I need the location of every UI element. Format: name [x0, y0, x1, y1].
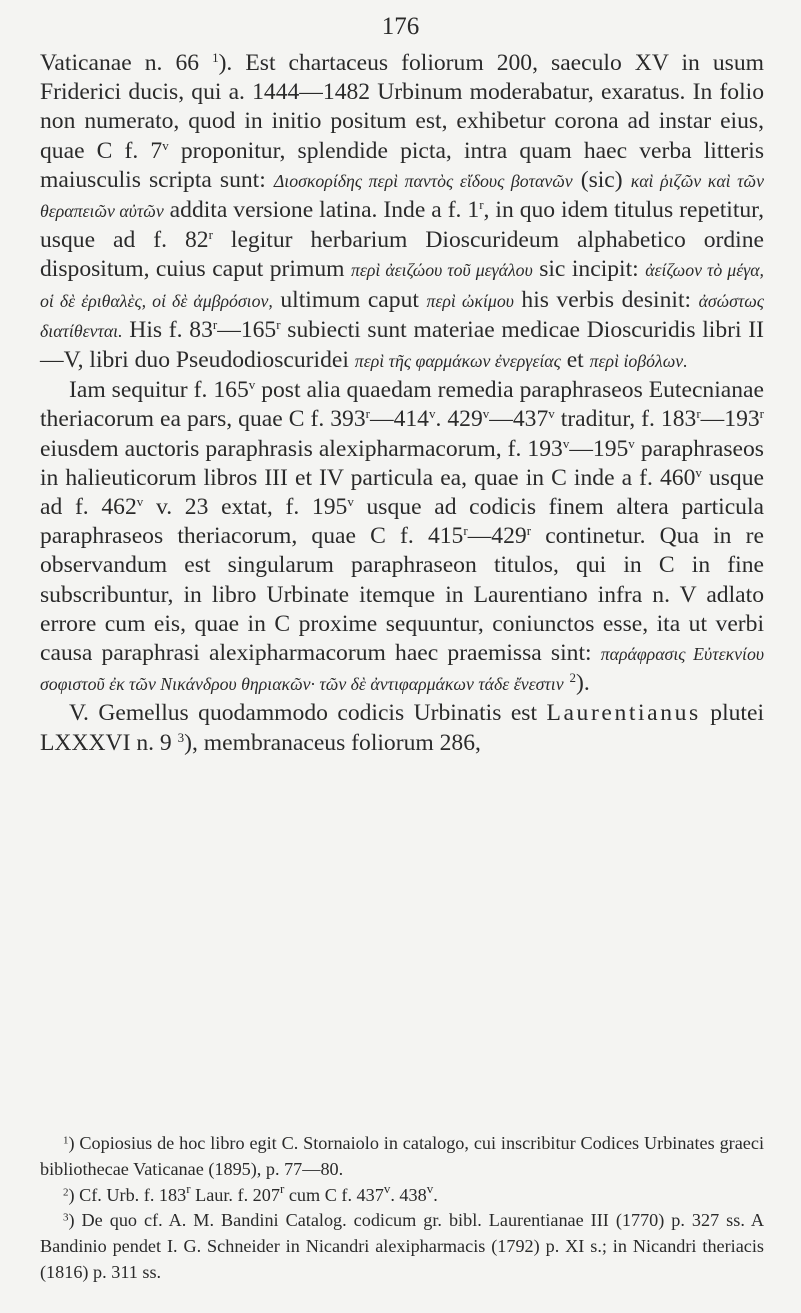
footnote-mark: 2: [63, 1186, 69, 1199]
footnote-mark: 3: [63, 1211, 69, 1224]
footnote-text: cum C f. 437: [284, 1184, 384, 1205]
text-run: V. Gemellus quodammodo codicis Urbinatis est: [69, 700, 547, 727]
text-run: v. 23 extat, f. 195: [143, 494, 348, 521]
footnote-mark: 1: [63, 1134, 69, 1147]
text-run: Vaticanae n. 66: [40, 50, 200, 76]
page-number: 176: [381, 13, 420, 40]
folio-side: v: [428, 406, 436, 422]
footnote-text: . 438: [390, 1184, 427, 1205]
folio-side: v: [347, 494, 354, 510]
footnote-text: .: [433, 1184, 438, 1205]
footnote-ref: 3: [177, 729, 185, 745]
text-run: , in quo idem titulus repetitur, usque ad f. 82: [40, 197, 764, 254]
folio-side: v: [548, 406, 555, 422]
footnote-text: ) De quo cf. A. M. Bandini Catalog. codicum gr. bibl. Laurentianae III (1770) p. 327 ss. A Bandinio pendet I. G. Schneider in Nicandri alexipharmacis (1792) p. XI s.; in Nicandri theriacis (1816) p. 311 ss.: [40, 1210, 764, 1282]
text-run: proponitur, splendide picta, intra quam haec verba litteris maiusculis scripta sunt:: [40, 137, 765, 193]
footnote-3: [40, 1208, 764, 1285]
text-run: traditur, f. 183: [554, 406, 697, 433]
folio-side: r: [208, 227, 213, 243]
text-run: ).: [576, 670, 590, 697]
text-run: plutei LXXXVI n. 9: [40, 700, 764, 756]
text-run: (sic): [572, 166, 631, 193]
folio-side: v: [482, 406, 490, 422]
folio-side: v: [628, 435, 635, 451]
text-run: . 429: [435, 406, 483, 433]
text-run: eiusdem auctoris paraphrasis alexipharmacorum, f. 193: [40, 435, 563, 462]
folio-side: r: [759, 406, 764, 422]
text-run: —165: [217, 316, 277, 343]
greek-text: καὶ ῥιζῶν καὶ τῶν θεραπειῶν αὐτῶν: [40, 170, 764, 222]
footnote-text: Laur. f. 207: [190, 1184, 280, 1205]
text-run: usque ad codicis finem altera particula paraphraseos theriacorum, quae C f. 415: [40, 494, 764, 550]
text-run: et: [560, 347, 590, 374]
greek-text: ἀείζωον τὸ μέγα, οἱ δὲ ἐριθαλὲς, οἱ δὲ ἀμβρόσιον,: [40, 260, 764, 311]
folio-side: r: [276, 317, 281, 333]
text-run: His f. 83: [122, 316, 213, 343]
text-run: —195: [569, 435, 629, 462]
greek-text: παράφρασις Εὐτεκνίου σοφιστοῦ ἐκ τῶν Νικάνδρου θηριακῶν· τῶν δὲ ἀντιφαρμάκων τάδε ἔνεστιν: [40, 644, 764, 695]
text-run: —193: [700, 406, 760, 433]
folio-side: r: [186, 1180, 191, 1196]
text-run: sic incipit:: [532, 256, 646, 283]
footnote-text: ) Copiosius de hoc libro egit C. Stornaiolo in catalogo, cui inscribitur Codices Urbinates graeci bibliothecae Vaticanae (1895), p. 77—80.: [40, 1133, 764, 1179]
folio-side: r: [279, 1180, 285, 1196]
text-run: addita versione latina. Inde a f. 1: [163, 197, 480, 224]
text-run: post alia quaedam remedia paraphraseos Eutecnianae theriacorum ea pars, quae C f. 393: [40, 377, 764, 433]
spaced-text: Laurentianus: [546, 700, 701, 727]
folio-side: r: [696, 406, 701, 422]
text-run: ). Est chartaceus foliorum 200, saeculo XV in usum Friderici ducis, qui a. 1444—1482 Urbinum moderabatur, exaratus. In folio non numerato, quod in initio positum est, exhibetur corona ad instar eius, quae C f. 7: [40, 50, 764, 164]
text-run: —414: [369, 406, 429, 433]
text-run: —437: [489, 406, 549, 433]
footnote-1: [40, 1131, 764, 1183]
text-run: his verbis desinit:: [513, 286, 699, 313]
text-run: ultimum caput: [272, 286, 427, 313]
folio-side: r: [479, 197, 484, 213]
folio-side: v: [248, 377, 256, 393]
folio-side: v: [562, 435, 570, 451]
footnote-2: [40, 1180, 764, 1209]
text-run: ), membranaceus foliorum 286,: [184, 729, 481, 756]
footnote-ref: 1: [212, 50, 219, 66]
paragraph-3: [40, 699, 764, 757]
text-run: continetur. Qua in re observandum est singularum paraphraseon titulos, qui in C in fine subscribuntur, in libro Urbinate itemque in Laurentiano infra n. V adlato errore cum eis, quae in C proxime sequuntur, coniunctos esse, ita ut verbi causa paraphrasi alexipharmacorum haec praemissa sint:: [40, 523, 764, 667]
greek-text: περὶ ὠκίμου: [426, 290, 514, 311]
footnote-text: ) Cf. Urb. f. 183: [68, 1184, 187, 1205]
folio-side: v: [136, 494, 144, 510]
folio-side: r: [526, 523, 532, 539]
folio-side: v: [162, 137, 169, 153]
folio-side: v: [383, 1180, 391, 1196]
text-run: subiecti sunt materiae medicae Dioscuridis libri II—V, libri duo Pseudodioscuridei: [40, 316, 765, 374]
text-run: paraphraseos in halieuticorum libros III et IV particula ea, quae in C inde a f. 460: [40, 435, 764, 491]
text-run: legitur herbarium Dioscurideum alphabetico ordine dispositum, cuius caput primum: [40, 227, 764, 283]
folio-side: v: [426, 1180, 434, 1196]
footnote-ref: 2: [569, 670, 576, 686]
greek-text: Διοσκορίδης περὶ παντὸς εἴδους βοτανῶν: [273, 170, 573, 191]
main-text: [40, 49, 764, 758]
paragraph-1: [40, 49, 764, 376]
footnotes: [40, 1131, 764, 1286]
greek-text: ἀσώστως διατίθενται.: [40, 290, 764, 341]
paragraph-2: [40, 376, 764, 699]
folio-side: v: [695, 465, 702, 481]
text-run: usque ad f. 462: [40, 464, 765, 521]
folio-side: r: [365, 406, 370, 422]
folio-side: r: [212, 317, 218, 333]
greek-text: περὶ ἰοβόλων.: [589, 351, 688, 372]
text-run: Iam sequitur f. 165: [69, 377, 249, 404]
greek-text: περὶ ἀειζώου τοῦ μεγάλου: [350, 260, 533, 281]
text-run: —429: [467, 523, 527, 550]
folio-side: r: [463, 523, 468, 539]
greek-text: περὶ τῆς φαρμάκων ἐνεργείας: [354, 351, 561, 372]
